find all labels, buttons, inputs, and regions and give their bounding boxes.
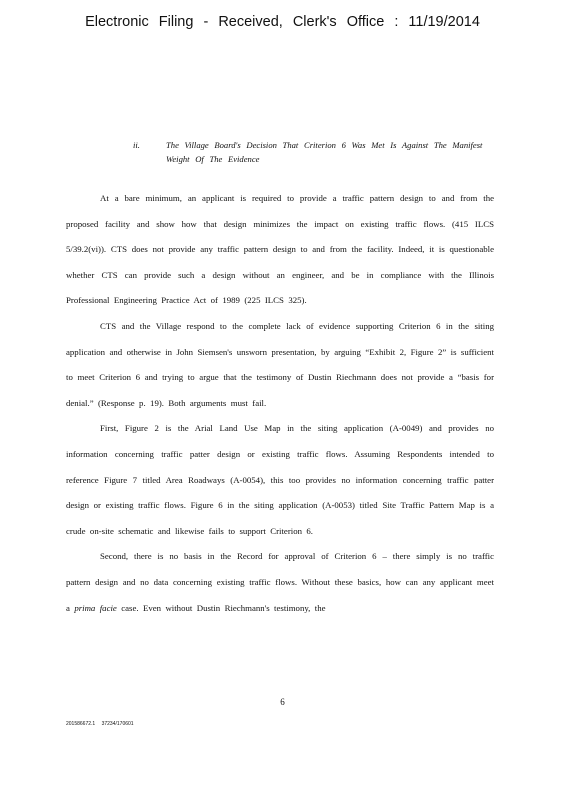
document-body [66, 186, 494, 621]
document-id: 201586672.1 37234/170601 [66, 721, 134, 727]
section-title: The Village Board's Decision That Criterion 6 Was Met Is Against The Manifest Weight Of The Evidence [166, 140, 483, 164]
paragraph-3: First, Figure 2 is the Arial Land Use Map in the siting application (A-0049) and provides no information concerning traffic patter design or existing traffic flows. Assuming Respondents intended to reference Figure 7 titled Area Roadways (A-0054), this too provides no information concerning traffic patter design or existing traffic flows. Figure 6 in the siting application (A-0053) titled Site Traffic Pattern Map is a crude on-site schematic and likewise fails to support Criterion 6. [66, 423, 494, 536]
section-number: ii. [133, 140, 140, 150]
paragraph-4 [66, 544, 494, 621]
filing-stamp: Electronic Filing - Received, Clerk's Office : 11/19/2014 [85, 14, 480, 30]
paragraph-4-start: Second, there is no basis in the Record for approval of Criterion 6 – there simply is no traffic pattern design and no data concerning existing traffic flows. Without these basics, how can any applicant meet a [66, 551, 494, 613]
paragraph-2: CTS and the Village respond to the complete lack of evidence supporting Criterion 6 in the siting application and otherwise in John Siemsen's unsworn presentation, by arguing “Exhibit 2, Figure 2” is sufficient to meet Criterion 6 and trying to argue that the testimony of Dustin Riechmann does not provide a “basis for denial.” (Response p. 19). Both arguments must fail. [66, 320, 494, 408]
paragraph-4-italic: prima facie [74, 602, 117, 613]
page-number: 6 [280, 697, 285, 707]
paragraph-4-end: case. Even without Dustin Riechmann's testimony, the [121, 602, 326, 613]
paragraph-1: At a bare minimum, an applicant is required to provide a traffic pattern design to and from the proposed facility and show how that design minimizes the impact on existing traffic flows. (415 ILCS 5/39.2(vi)). CTS does not provide any traffic pattern design to and from the facility. Indeed, it is questionable whether CTS can provide such a design without an engineer, and be in compliance with the Illinois Professional Engineering Practice Act of 1989 (225 ILCS 325). [66, 193, 494, 306]
